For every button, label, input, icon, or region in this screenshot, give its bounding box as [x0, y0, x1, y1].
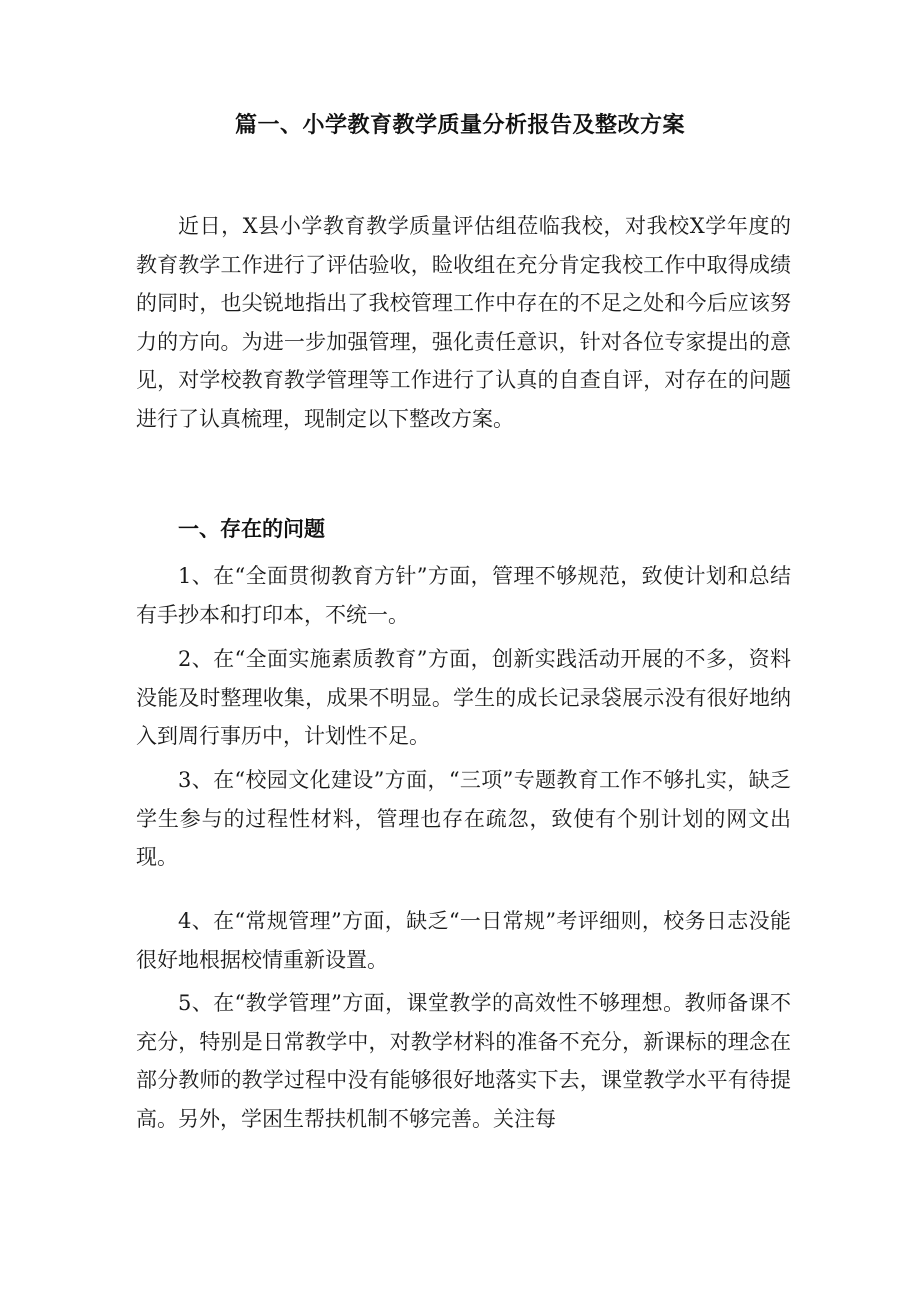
problem-item-2	[136, 640, 791, 756]
problem-item-3	[136, 761, 791, 877]
paragraph-text: 4、在“常规管理”方面，缺乏“一日常规”考评细则，校务日志没能很好地根据校情重新设置。	[136, 909, 791, 972]
problem-item-1	[136, 557, 791, 634]
paragraph-text: 近日，X县小学教育教学质量评估组莅临我校，对我校X学年度的教育教学工作进行了评估验收，睑收组在充分肯定我校工作中取得成绩的同时，也尖锐地指出了我校管理工作中存在的不足之处和今后应该努力的方向。为进一步加强管理，强化责任意识，针对各位专家提出的意见，对学校教育教学管理等工作进行了认真的自查自评，对存在的问题进行了认真梳理，现制定以下整改方案。	[136, 214, 791, 431]
paragraph-text: 5、在“教学管理”方面，课堂教学的高效性不够理想。教师备课不充分，特别是日常教学中，对教学材料的准备不充分，新课标的理念在部分教师的教学过程中没有能够很好地落实下去，课堂教学水平有待提高。另外，学困生帮扶机制不够完善。关注每	[136, 991, 791, 1131]
paragraph-text: 3、在“校园文化建设”方面，“三项”专题教育工作不够扎实，缺乏学生参与的过程性材料，管理也存在疏忽，致使有个别计划的网文出现。	[136, 768, 791, 869]
problem-item-4	[136, 902, 791, 979]
intro-paragraph	[136, 207, 791, 438]
paragraph-text: 1、在“全面贯彻教育方针”方面，管理不够规范，致使计划和总结有手抄本和打印本，不统一。	[136, 564, 791, 627]
section-heading: 一、存在的问题	[178, 517, 325, 541]
document-title: 篇一、小学教育教学质量分析报告及整改方案	[234, 113, 685, 138]
problem-item-5	[136, 984, 791, 1138]
paragraph-text: 2、在“全面实施素质教育”方面，创新实践活动开展的不多，资料没能及时整理收集，成果不明显。学生的成长记录袋展示没有很好地纳入到周行事历中，计划性不足。	[136, 647, 791, 748]
